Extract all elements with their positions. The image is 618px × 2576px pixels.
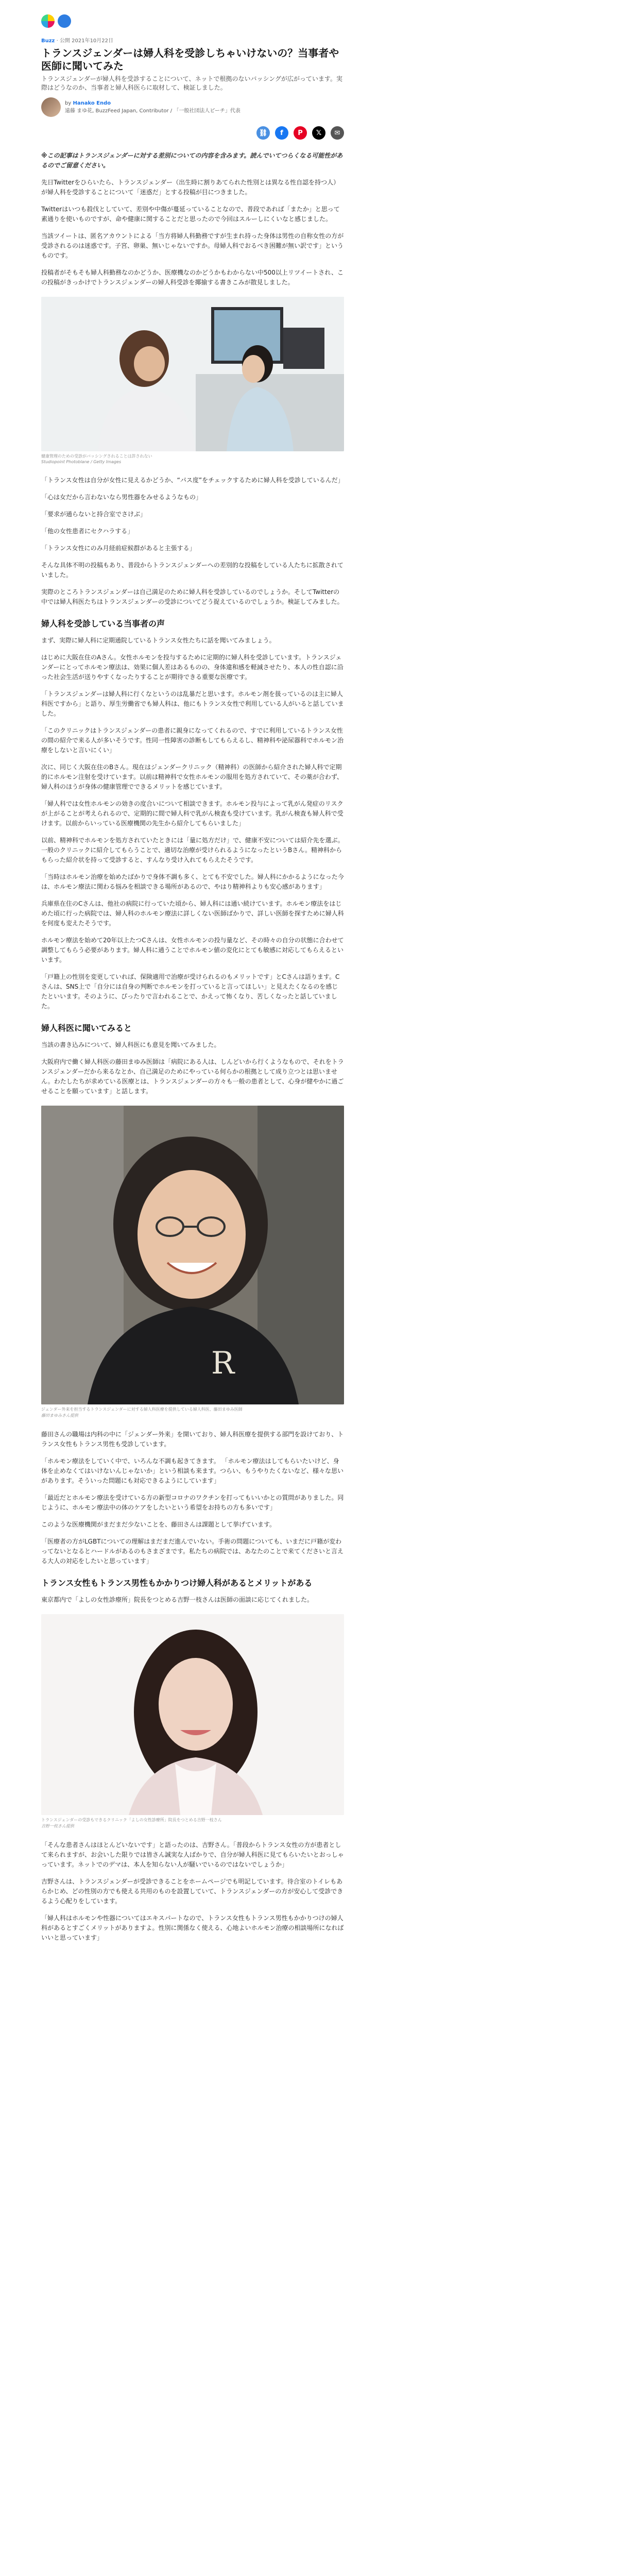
paragraph: 「医療者の方がLGBTについての理解はまだまだ進んでいない。手術の問題についても、いまだに戸籍が変わってないとなるとハードルがあるのもさまざまです。私たちの病院では、あなたのことで来てくださいと言える大人の対応をしたいと思っています」: [41, 1538, 344, 1565]
paragraph: 「戸籍上の性別を変更していれば、保険適用で治療が受けられるのもメリットです」とCさんは語ります。Cさんは、SNS上で「自分には自身の判断でホルモンを打っていると言ってほしい」と見えたくなるのを感じたといいます。そのように、ぴったりで言われることで、かえって怖くなり、苦しくなったと話していました。: [41, 973, 340, 1010]
publish-date: 公開 2021年10月22日: [59, 38, 114, 44]
section-heading: トランス女性もトランス男性もかかりつけ婦人科があるとメリットがある: [41, 1578, 313, 1588]
paragraph: 兵庫県在住のCさんは、他社の病院に行っていた頃から、婦人科には通い続けています。ホルモン療法をはじめた頃に行った病院では、婦人科のホルモン療法に詳しくない医師ばかりで、詳しい医師を探すために婦人科を何度も変えたそうです。: [41, 900, 344, 927]
author-avatar[interactable]: [41, 97, 61, 117]
meta-separator: ·: [56, 38, 60, 44]
author-by: by: [65, 100, 72, 106]
paragraph: 先日Twitterをひらいたら、トランスジェンダー（出生時に割りあてられた性別とは異なる性自認を持つ人）が婦人科を受診することについて「迷惑だ」とする投稿が目につきました。: [41, 179, 340, 196]
article-subtitle: トランスジェンダーが婦人科を受診することについて、ネットで根拠のないバッシングが広がっています。実際はどうなのか、当事者と婦人科医らに取材して、検証しました。: [41, 75, 342, 91]
article-photo-doctor-yoshino: [41, 1614, 344, 1815]
photo-credit: 吉野一枝さん提供: [41, 1824, 74, 1828]
svg-text:R: R: [211, 1345, 235, 1381]
article-meta: [41, 36, 344, 44]
paragraph: 投稿者がそもそも婦人科勤務なのかどうか、医療機なのかどうかもわからない中500以上リツイートされ、この投稿がきっかけでトランスジェンダーの婦人科受診を揶揄する書きこみが散見しました。: [41, 269, 344, 286]
article-photo-doctor-fujita: [41, 1106, 344, 1404]
paragraph: 「婦人科では女性ホルモンの効きの度合いについて相談できます。ホルモン投与によって乳がん発症のリスクが上がることが考えられるので、定期的に間で婦人科で乳がん検査も受けています。乳がん検査も婦人科で受けます。以前からいっている医療機関の先生から紹介してもらいました」: [41, 800, 344, 827]
paragraph: 藤田さんの職場は内科の中に「ジェンダー外来」を開いており、婦人科医療を提供する部門を設けており、トランス女性もトランス男性も受診しています。: [41, 1431, 344, 1448]
link-icon[interactable]: ⛓: [256, 126, 270, 140]
category-link[interactable]: Buzz: [41, 38, 55, 44]
section-heading: 婦人科医に聞いてみると: [41, 1023, 132, 1033]
paragraph: 東京都内で「よしの女性診療所」院長をつとめる吉野一枝さんは医師の面談に応じてくれました。: [41, 1596, 314, 1603]
paragraph: 大阪府内で働く婦人科医の藤田まゆみ医師は「病院にある人は、しんどいから行くようなもので、それをトランスジェンダーだから来るなとか、自己満足のためにやっている何らかの根拠として成り立つとは思いません。わたしたちが求めている医療とは、トランスジェンダーの方々も一般の患者として、心身が健やかに過ごせることを願っています」と話します。: [41, 1058, 344, 1095]
buzzfeed-logo-icon[interactable]: [41, 14, 55, 28]
paragraph: Twitterはいつも殺伐としていて、差別や中傷が蔓延っていることなので、普段であれば「またか」と思って素通りを使いものですが、命や健康に関することだと思ったので今回はスルーしにくいなと感じました。: [41, 206, 340, 223]
paragraph: 「婦人科はホルモンや性器についてはエキスパートなので、トランス女性もトランス男性もかかりつけの婦人科があるとすごくメリットがありますよ。性別に関係なく使える、心地よいホルモン治療の相談場所になればいいと思っています」: [41, 1914, 344, 1941]
content-warning: ※この記事はトランスジェンダーに対する差別についての内容を含みます。読んでいてつらくなる可能性があるのでご留意ください。: [41, 152, 343, 169]
paragraph: まず、実際に婦人科に定期通院しているトランス女性たちに話を聞いてみましょう。: [41, 637, 276, 644]
paragraph: 「このクリニックはトランスジェンダーの患者に親身になってくれるので、すでに利用しているトランス女性の間の紹介で来る人が多いそうです。性同一性障害の診断もしてもらえるし、精神科や泌尿器科でホルモン治療をしないと言いにくい」: [41, 727, 344, 754]
paragraph: 当該の書き込みについて、婦人科医にも意見を聞いてみました。: [41, 1041, 220, 1048]
paragraph: 実際のところトランスジェンダーは自己満足のために婦人科を受診しているのでしょうか。そしてTwitterの中では婦人科医たちはトランスジェンダーの受診についてどう捉えているのでしょうか。検証してみました。: [41, 588, 344, 605]
paragraph: はじめに大阪在住のAさん。女性ホルモンを投与するために定期的に婦人科を受診しています。トランスジェンダーにとってホルモン療法は、効果に個人差はあるものの、身体違和感を軽減させたり、本人の性自認に沿った社会生活が送りやすくなったりすることが期待できる重要な医療です。: [41, 654, 344, 681]
article-photo-clinic: [41, 297, 344, 451]
facebook-icon[interactable]: f: [275, 126, 288, 140]
quote: 「トランス女性は自分が女性に見えるかどうか、“パス度”をチェックするために婦人科を受診しているんだ」: [41, 477, 344, 484]
paragraph: そんな具体不明の投稿もあり、普段からトランスジェンダーへの差別的な投稿をしている人たちに拡散されていました。: [41, 562, 344, 579]
paragraph: 「当時はホルモン治療を始めたばかりで身体不調も多く、とても不安でした。婦人科にかかるようになった今は、ホルモン療法に関わる悩みを相談できる場所があるので、やはり精神科よりも安心感があります」: [41, 873, 344, 890]
paragraph: 以前、精神科でホルモンを処方されていたときには「量に処方だけ」で、健康不安については紹介先を選ぶ。一般のクリニックに紹介してもらうことで、適切な治療が受けられるようになったというBさん。精神科からもらった紹介状を持って受診すると、すんなり受け入れてもらえたそうです。: [41, 837, 344, 863]
quote: 「要求が通らないと持合室でさけぶ」: [41, 511, 147, 518]
x-icon[interactable]: 𝕏: [312, 126, 325, 140]
paragraph: 吉野さんは、トランスジェンダーが受診できることをホームページでも明記しています。待合室のトイレもあらかじめ、どの性別の方でも使える共用のものを設置していて、トランスジェンダーの方が安心して受診できるよう心配りをしています。: [41, 1878, 344, 1905]
photo-credit: Studiopoint Photoblane / Getty Images: [41, 460, 122, 464]
paragraph: 「ホルモン療法をしていく中で、いろんな不調も起きてきます。 「ホルモン療法はしてもらいたいけど、身体を止めなくてはいけないんじゃないか」という相談も来ます。つらい、もうやりたくないなど、様々な思いがあります。そういった問題にも対応できるようにしています」: [41, 1458, 344, 1484]
clinic-scene-illustration: [41, 297, 344, 451]
paragraph: 「最近だとホルモン療法を受けている方の新型コロナのワクチンを打ってもいいかとの質問がありました。同じように、ホルモン療法中の体のケアをしたいという希望をお持ちの方も多いです」: [41, 1494, 344, 1511]
section-heading: 婦人科を受診している当事者の声: [41, 619, 165, 629]
article-column: [41, 0, 344, 1950]
author-name-link[interactable]: Hanako Endo: [73, 100, 111, 106]
paragraph: このような医療機関がまだまだ少ないことを、藤田さんは課題として挙げています。: [41, 1521, 276, 1528]
portrait-illustration: [41, 1106, 344, 1404]
photo-credit: 藤田まゆみさん提供: [41, 1413, 78, 1418]
site-header: [41, 10, 344, 32]
paragraph: 「そんな患者さんはほとんどいないです」と語ったのは、吉野さん。「普段からトランス女性の方が患者として来られますが、お会いした限りでは皆さん誠実な人ばかりで、自分が婦人科医に見てもらいたいとおっしゃっています。ネットでのデマは、本人を知らない人が騒いでいるのではないでしょうか」: [41, 1841, 344, 1868]
quote: 「他の女性患者にセクハラする」: [41, 528, 134, 535]
photo-caption: トランスジェンダーの受診もできるクリニック「よしの女性診療所」院長をつとめる吉野一枝さん: [41, 1818, 222, 1822]
buzzfeed-japan-logo-icon[interactable]: [58, 14, 71, 28]
portrait-illustration: [41, 1614, 344, 1815]
photo-caption: ジェンダー外来を担当するトランスジェンダーに対する婦人科医療を提供している婦人科医、藤田まゆみ医師: [41, 1407, 243, 1412]
quote: 「トランス女性にのみ月経前症候群があると主張する」: [41, 545, 196, 552]
pinterest-icon[interactable]: P: [294, 126, 307, 140]
paragraph: ホルモン療法を始めて20年以上たつCさんは、女性ホルモンの投与量など、その時々の自分の状態に合わせて調整してもらう必要があります。婦人科に通うことでホルモン値の変化にとても敏感に対応してもらえるといいます。: [41, 937, 344, 963]
author-byline: [41, 97, 344, 117]
author-role: 遠藤 まゆ花, BuzzFeed Japan, Contributor / 「一般社団法人ピーチ」代表: [65, 108, 241, 114]
paragraph: 次に、同じく大阪在住のBさん。現在はジェンダークリニック（精神科）の医師から紹介された婦人科で定期的にホルモン注射を受けています。以前は精神科で女性ホルモンの服用を処方されていて、その薬が合わず、婦人科のほうが身体の健康管理でできるメリットを感じています。: [41, 764, 343, 790]
quote: 「心は女だから言わないなら男性器をみせるようなもの」: [41, 494, 202, 501]
paragraph: 当該ツイートは、匿名アカウントによる「当方将婦人科勤務ですが生まれ持った身体は男性の自称女性の方が受診されるのは迷惑です。子宮、卵巣、無いじゃないですか。母婦人科でおるべき困難が無い訳です」というものです。: [41, 232, 344, 259]
share-bar: [41, 126, 344, 140]
photo-caption: 健康管理のための受診がバッシングされることは許されない: [41, 454, 152, 459]
article-title: トランスジェンダーは婦人科を受診しちゃいけないの？当事者や医師に聞いてみた: [41, 47, 339, 72]
mail-icon[interactable]: ✉: [331, 126, 344, 140]
paragraph: 「トランスジェンダーは婦人科に行くなというのは乱暴だと思います。ホルモン剤を扱っているのは主に婦人科医ですから」と語り、厚生労働省でも婦人科は、他にもトランス女性で利用している人がいると話していました。: [41, 690, 344, 717]
